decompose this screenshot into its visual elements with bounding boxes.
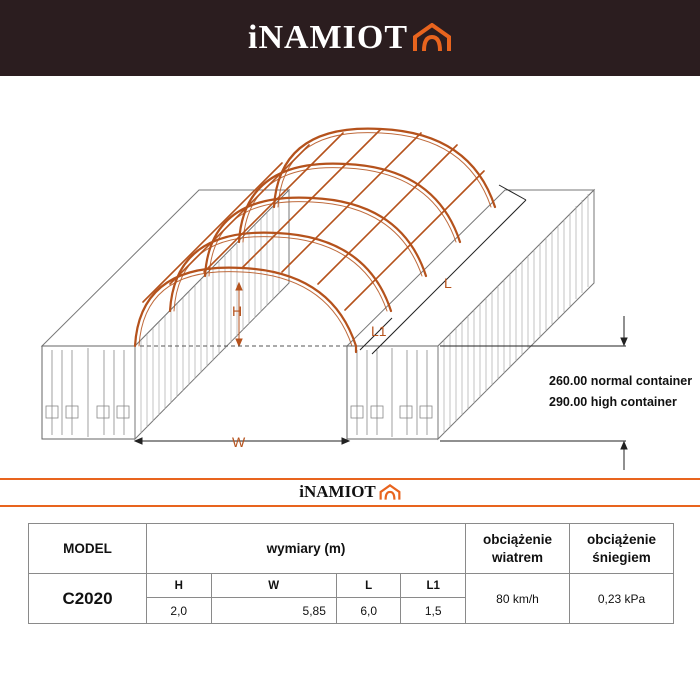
model-value: C2020 [29,574,147,624]
header-wind-load [466,524,570,574]
brand-logo [248,19,452,57]
header-wind-load-line2: wiatrem [491,549,544,565]
subheader-w: W [211,574,336,598]
label-w: W [232,434,246,450]
table-row [29,574,674,598]
tent-logo-icon-small [379,484,401,501]
header-snow-load [570,524,674,574]
specs-table [28,523,674,624]
subheader-l: L [336,574,401,598]
tent-logo-icon [412,23,452,53]
header-snow-load-line2: śniegiem [592,549,651,565]
header-wind-load-line1: obciążenie [482,531,553,547]
label-l: L [444,275,452,291]
header-model: MODEL [29,524,147,574]
brand-logo-small [0,479,700,505]
header-dimensions: wymiary (m) [147,524,466,574]
value-l: 6,0 [336,598,401,624]
value-l1: 1,5 [401,598,466,624]
snow-load-value: 0,23 kPa [570,574,674,624]
label-h: H [232,303,243,319]
left-container [42,190,289,439]
spec-high-container: 290.00 high container [549,395,677,409]
header-bar [0,0,700,76]
value-w: 5,85 [211,598,336,624]
brand-name-small: iNAMIOT [299,482,376,501]
brand-name: iNAMIOT [248,19,408,56]
wind-load-value: 80 km/h [466,574,570,624]
subheader-h: H [147,574,212,598]
value-h: 2,0 [147,598,212,624]
divider-bottom [0,505,700,507]
table-header-row [29,524,674,574]
header-snow-load-line1: obciążenie [586,531,657,547]
spec-normal-container: 260.00 normal container [549,374,693,388]
tent-diagram [0,76,700,476]
subheader-l1: L1 [401,574,466,598]
label-l1: L1 [371,323,387,339]
